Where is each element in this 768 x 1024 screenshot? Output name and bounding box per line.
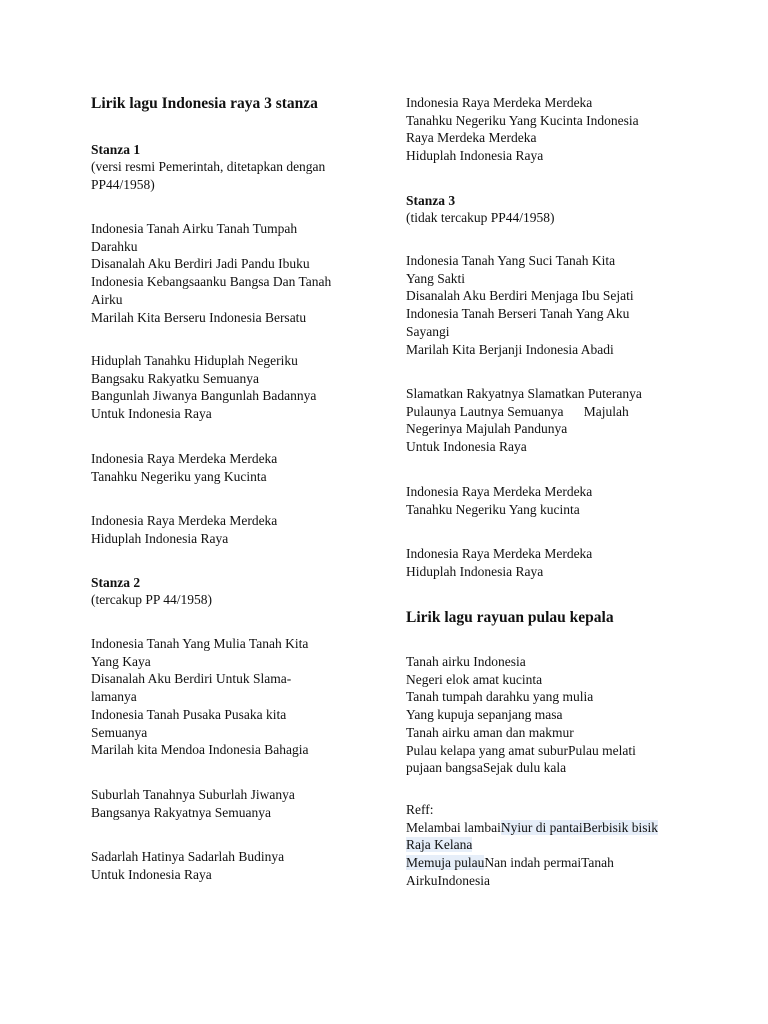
rayuan-title: Lirik lagu rayuan pulau kepala (406, 609, 614, 626)
reff-highlight: Nyiur di pantaiBerbisik bisik (500, 819, 658, 835)
stanza-2-heading: Stanza 2 (91, 575, 141, 590)
reff-highlight: Raja Kelana (406, 837, 473, 853)
reff-line-4: AirkuIndonesia (406, 872, 490, 888)
stanza-3-heading: Stanza 3 (406, 193, 456, 208)
stanza-3-verse-2: Slamatkan Rakyatnya Slamatkan Puteranya Pulaunya Lautnya Semuanya Majulah Negerinya Majulah Pandunya Untuk Indonesia Raya (406, 386, 642, 455)
document-title: Lirik lagu Indonesia raya 3 stanza (91, 95, 318, 112)
stanza-1-verse-4: Indonesia Raya Merdeka Merdeka Hiduplah Indonesia Raya (91, 513, 278, 546)
stanza-2-verse-2: Suburlah Tanahnya Suburlah Jiwanya Bangsanya Rakyatnya Semuanya (91, 787, 295, 820)
reff-line-3: Memuja pulauNan indah permaiTanah (406, 855, 614, 871)
stanza-3-note: (tidak tercakup PP44/1958) (406, 210, 555, 225)
stanza-3-verse-1: Indonesia Tanah Yang Suci Tanah Kita Yang Sakti Disanalah Aku Berdiri Menjaga Ibu Sejati Indonesia Tanah Berseri Tanah Yang Aku Sayangi Marilah Kita Berjanji Indonesia Abadi (406, 253, 634, 357)
reff-highlight: Memuja pulau (406, 855, 485, 871)
stanza-1-verse-2: Hiduplah Tanahku Hiduplah Negeriku Bangsaku Rakyatku Semuanya Bangunlah Jiwanya Bangunlah Badannya Untuk Indonesia Raya (91, 353, 317, 422)
stanza-2-continuation: Indonesia Raya Merdeka Merdeka Tanahku Negeriku Yang Kucinta Indonesia Raya Merdeka Merdeka Hiduplah Indonesia Raya (406, 95, 639, 164)
rayuan-verse: Tanah airku Indonesia Negeri elok amat kucinta Tanah tumpah darahku yang mulia Yang kupuja sepanjang masa Tanah airku aman dan makmur Pulau kelapa yang amat suburPulau melati pujaan bangsaSejak dulu kala (406, 654, 636, 776)
reff-line-1: Melambai lambaiNyiur di pantaiBerbisik bisik (406, 819, 658, 835)
stanza-1-verse-3: Indonesia Raya Merdeka Merdeka Tanahku Negeriku yang Kucinta (91, 451, 278, 484)
stanza-3-verse-3: Indonesia Raya Merdeka Merdeka Tanahku Negeriku Yang kucinta (406, 484, 593, 517)
stanza-3-verse-4: Indonesia Raya Merdeka Merdeka Hiduplah Indonesia Raya (406, 546, 593, 579)
reff-line-2 (406, 836, 658, 854)
stanza-1-verse-1: Indonesia Tanah Airku Tanah Tumpah Darahku Disanalah Aku Berdiri Jadi Pandu Ibuku Indonesia Kebangsaanku Bangsa Dan Tanah Airku Marilah Kita Berseru Indonesia Bersatu (91, 221, 332, 325)
stanza-2-verse-1: Indonesia Tanah Yang Mulia Tanah Kita Yang Kaya Disanalah Aku Berdiri Untuk Slama- lamanya Indonesia Tanah Pusaka Pusaka kita Semuanya Marilah kita Mendoa Indonesia Bahagia (91, 636, 309, 758)
reff-label: Reff: (406, 802, 434, 817)
stanza-2-verse-3: Sadarlah Hatinya Sadarlah Budinya Untuk Indonesia Raya (91, 849, 285, 882)
stanza-2-note: (tercakup PP 44/1958) (91, 592, 212, 607)
stanza-1-heading: Stanza 1 (91, 142, 141, 157)
stanza-1-note: (versi resmi Pemerintah, ditetapkan dengan PP44/1958) (91, 159, 326, 192)
rayuan-reff (406, 801, 658, 890)
